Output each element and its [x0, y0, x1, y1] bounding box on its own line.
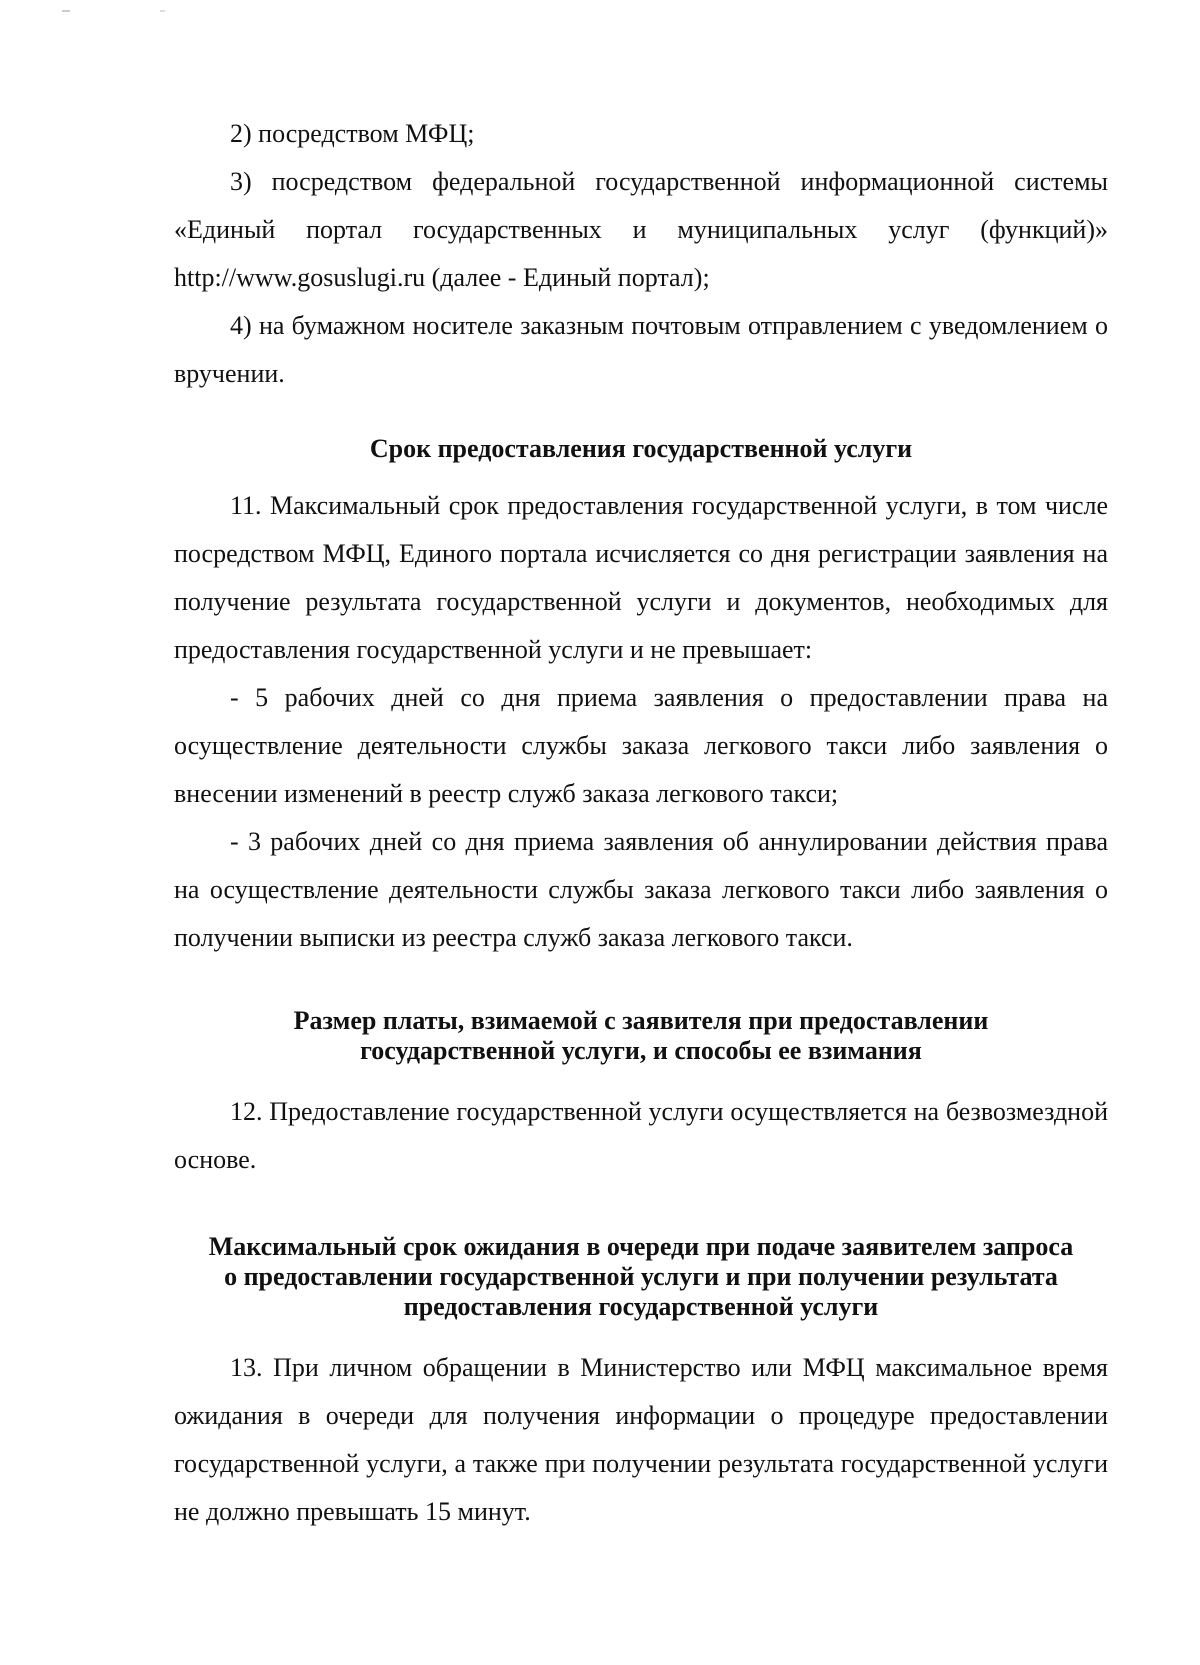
document-body	[174, 110, 1108, 1536]
paragraph: - 5 рабочих дней со дня приема заявления о предоставлении права на осуществление деятельности службы заказа легкового такси либо заявления о внесении изменений в реестр служб заказа легкового такси;	[174, 683, 1108, 808]
scan-artifact	[160, 10, 165, 12]
paragraph: - 3 рабочих дней со дня приема заявления об аннулировании действия права на осуществление деятельности службы заказа легкового такси либо заявления о получении выписки из реестра служб заказа легкового такси.	[174, 827, 1108, 952]
section-heading: Срок предоставления государственной услуги	[369, 434, 913, 463]
section-heading-line: Размер платы, взимаемой с заявителя при предоставлении	[293, 1006, 989, 1035]
section-heading-line: государственной услуги, и способы ее взимания	[360, 1036, 922, 1065]
section-heading	[174, 1006, 1108, 1066]
scan-artifact	[62, 10, 70, 12]
list-item: 2) посредством МФЦ;	[230, 119, 475, 148]
paragraph: 13. При личном обращении в Министерство или МФЦ максимальное время ожидания в очереди для получения информации о процедуре предоставлении государственной услуги, а также при получении результата государственной услуги не должно превышать 15 минут.	[174, 1353, 1108, 1526]
section-heading-line: о предоставлении государственной услуги и при получении результата	[224, 1262, 1058, 1291]
section-heading-line: Максимальный срок ожидания в очереди при подаче заявителем запроса	[208, 1232, 1074, 1261]
section-heading	[174, 1232, 1108, 1322]
list-item: 4) на бумажном носителе заказным почтовым отправлением с уведомлением о вручении.	[174, 311, 1108, 388]
list-item: 3) посредством федеральной государственной информационной системы «Единый портал государственных и муниципальных услуг (функций)» http://www.gosuslugi.ru (далее - Единый портал);	[174, 167, 1108, 292]
paragraph: 12. Предоставление государственной услуги осуществляется на безвозмездной основе.	[174, 1097, 1108, 1174]
paragraph: 11. Максимальный срок предоставления государственной услуги, в том числе посредством МФЦ, Единого портала исчисляется со дня регистрации заявления на получение результата государственной услуги и документов, необходимых для предоставления государственной услуги и не превышает:	[174, 491, 1108, 664]
section-heading-line: предоставления государственной услуги	[403, 1292, 879, 1321]
